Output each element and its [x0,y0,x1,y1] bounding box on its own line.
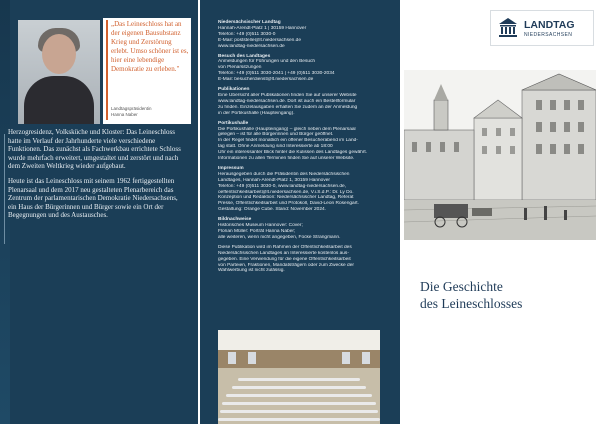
portrait-body [24,76,94,124]
info-line: Telefon: +49 (0)511 3030-0 [218,31,276,37]
info-section-heading: Bildnachweise [218,217,252,223]
info-line: Die Portikushalle (Haupteingang) – gleich neben dem Plenarsaal [218,126,356,132]
info-line: oeffentlichkeitsarbeit@lt.niedersachsen.de, V.i.S.d.P.: Dr. Ly Do. [218,189,354,195]
photo-window [248,352,256,364]
cover-title [420,278,596,312]
intro-text [8,128,184,226]
info-line: Anmeldungen für Führungen und den Besuch [218,59,316,65]
landtag-logo [490,10,594,46]
photo-window [228,352,236,364]
info-line: Historisches Museum Hannover: Cover; [218,223,303,229]
info-line: E-Mail: poststelle@lt.niedersachsen.de [218,37,301,43]
info-section [218,245,396,275]
info-line: Presse, Öffentlichkeitsarbeit und Protokoll, David-Leon Rosengart. [218,201,359,207]
logo-subtitle: NIEDERSACHSEN [524,32,573,38]
info-line: gegeben. Eine Verwendung für die eigene Öffentlichkeitsarbeit [218,256,351,262]
intro-paragraph: Heute ist das Leineschloss mit seinem 1962 fertiggestellten Plenarsaal und dem 2017 neu gestalteten Plenarbereich das Zentrum der parlamentarischen Demokratie Niedersachsens, ein Haus der Bürgerinnen und Bürger sowie ein Ort der Begegnungen und des Austausches. [8,176,178,220]
info-line: www.landtag-niedersachsen.de. Dort ist auch ein Bestellformular [218,98,356,104]
info-line: alle weiteren, wenn nicht angegeben, Focke Strangmann. [218,234,341,240]
info-line: von Parteien, Fraktionen, Mandatsträgern oder zum Zwecke der [218,262,354,268]
intro-paragraph: Herzogresidenz, Volksküche und Kloster: Das Leineschloss hatte im Verlauf der Jahrhunderte viele verschiedene Funktionen. Das zunächst als Fachwerkbau errichtete Schloss wurde mehrfach erweitert, umgestaltet und zerstört und nach dem Zweiten Weltkrieg wieder aufgebaut. [8,128,181,171]
info-line: Niedersächsischen Landtages an Interessierte kostenlos aus- [218,250,349,256]
info-section-heading: Besuch des Landtages [218,53,271,59]
photo-wall [218,350,380,368]
quote-author [111,106,191,117]
info-line: Eine Übersicht aller Publikationen finden Sie auf unserer Website [218,92,357,98]
info-line: E-Mail: besucherdienst@lt.niedersachsen.de [218,77,314,83]
contact-content [218,20,396,278]
info-line: Herausgegeben durch die Präsidentin des Niedersächsischen [218,171,350,177]
info-section [218,121,396,162]
historical-engraving [404,70,596,240]
info-line: Uhr ein interessanter Blick hinter die Kulissen des Landtages gewährt. [218,150,368,156]
info-line: www.landtag-niedersachsen.de [218,43,285,49]
info-line: Diese Publikation wird im Rahmen der Öffentlichkeitsarbeit des [218,244,352,250]
seat-row [238,378,360,381]
seat-row [222,402,376,405]
info-section-heading: Niedersächsischer Landtag [218,20,281,25]
info-line: Konzeption und Redaktion: Niedersächsischer Landtag, Referat [218,195,354,201]
logo-title: LANDTAG [524,19,575,31]
info-section [218,20,396,50]
portrait-photo [18,20,100,124]
info-line: gelegen – ist für alle Bürgerinnen und Bürger geöffnet. [218,132,334,138]
info-line: Wahlwerbung ist nicht zulässig. [218,268,285,274]
quote-author-role: Landtagspräsidentin [111,106,152,111]
seat-row [218,418,380,421]
building-emblem-icon [497,16,519,38]
photo-ceiling [218,330,380,351]
plenary-hall-photo [218,330,380,424]
info-section-heading: Portikushalle [218,120,249,126]
cover-title-line: des Leineschlosses [420,296,523,311]
photo-window [362,352,370,364]
quote-box [103,18,191,124]
quote-text: „Das Leineschloss hat an der eigenen Bausubstanz Krieg und Zerstörung erlebt. Umso schöner ist es, hier eine lebendige Demokratie zu erleben." [111,20,189,73]
seat-row [232,386,366,389]
info-section [218,166,396,213]
info-line: von Plenarsitzungen [218,65,262,71]
text-accent-line [4,134,5,244]
info-line: Florian Müller: Porträt Hanna Naber; [218,229,296,234]
info-line: Informationen zu allen Terminen finden Sie auf unserer Website. [218,156,355,162]
seat-row [220,410,378,413]
quote-author-name: Hanna Naber [111,111,138,117]
info-line: In der Regel findet monatlich ein offener Besucherabend im Land- [218,138,358,144]
portrait-face [42,34,76,74]
info-line: Landtages, Hannah-Arendt-Platz 1, 30159 Hannover [218,177,331,183]
info-line: tag statt. Ohne Anmeldung sind Interessierte ab 18:00 [218,144,333,150]
seat-row [226,394,372,397]
info-line: Telefon: +49 (0)511 3030-2041 | +49 (0)511 3030-2034 [218,71,335,77]
cover-title-line: Die Geschichte [420,279,503,294]
info-line: Hannah-Arendt-Platz 1 | 30159 Hannover [218,25,307,31]
info-line: Gestaltung: Orange Cube. Stand: November 2024. [218,207,326,213]
info-line: in der Portikushalle (Haupteingang). [218,110,295,116]
info-section-heading: Publikationen [218,87,250,93]
info-section-heading: Impressum [218,165,244,171]
info-section [218,217,396,241]
info-line: Telefon: +49 (0)511 3030-0, www.landtag-niedersachsen.de, [218,183,347,189]
photo-window [342,352,350,364]
info-section [218,87,396,117]
quote-accent-bar [106,20,108,120]
info-section [218,54,396,84]
info-line: zu finden. Einzelausgaben erhalten Sie zudem an der Anmeldung [218,104,358,110]
